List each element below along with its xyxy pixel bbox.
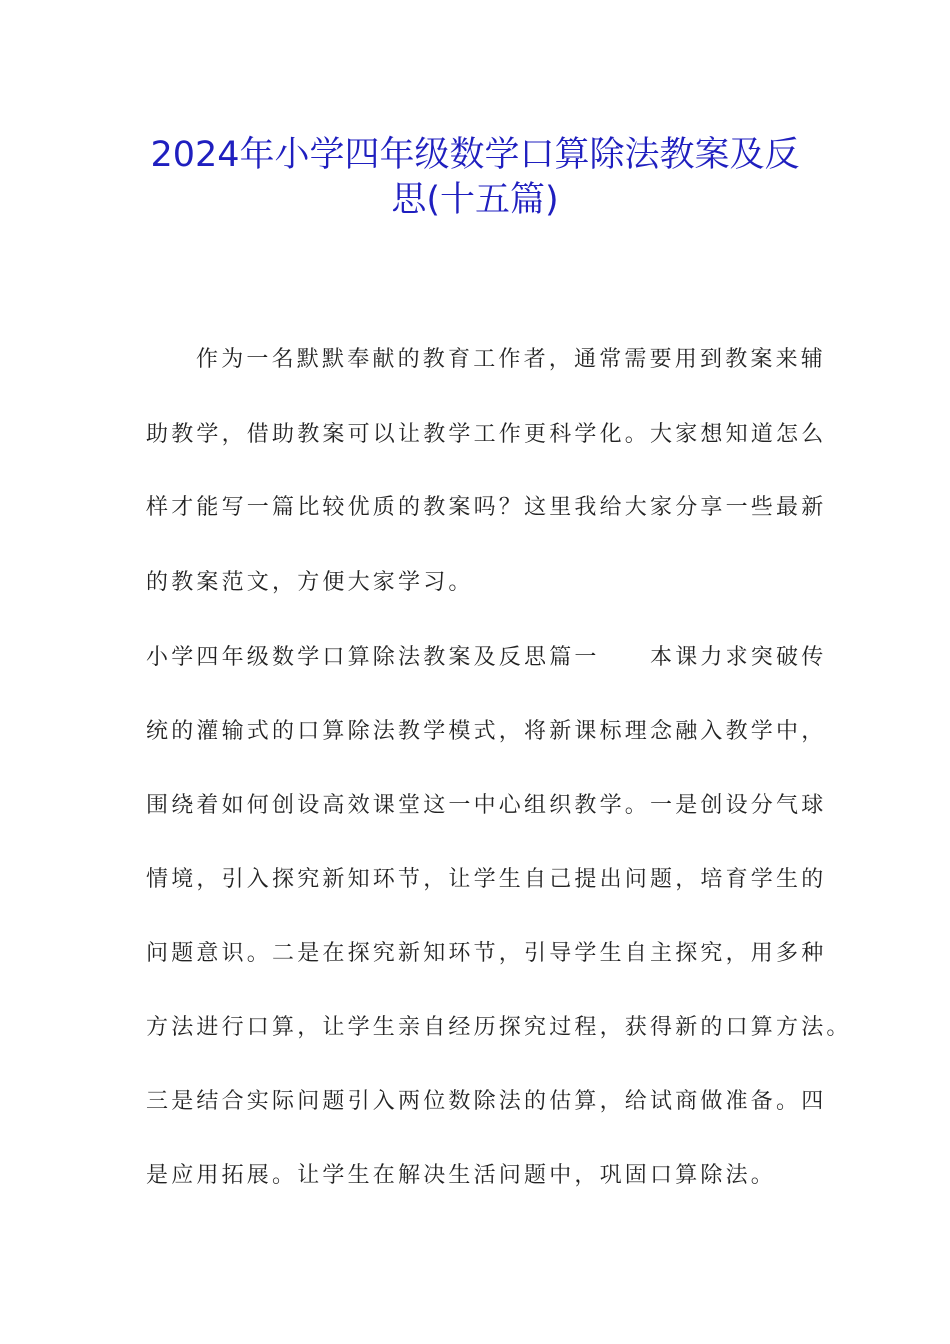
paragraph-line: 样才能写一篇比较优质的教案吗？这里我给大家分享一些最新 (146, 495, 827, 520)
document-title-line-2: 思(十五篇) (391, 180, 559, 220)
paragraph-line: 是应用拓展。让学生在解决生活问题中，巩固口算除法。 (146, 1163, 777, 1188)
paragraph-line: 围绕着如何创设高效课堂这一中心组织教学。一是创设分气球 (146, 793, 827, 818)
document-title-line-1: 2024年小学四年级数学口算除法教案及反 (150, 135, 800, 175)
paragraph-line: 作为一名默默奉献的教育工作者，通常需要用到教案来辅 (196, 347, 827, 372)
paragraph-line: 三是结合实际问题引入两位数除法的估算，给试商做准备。四 (146, 1089, 827, 1114)
paragraph-line: 助教学，借助教案可以让教学工作更科学化。大家想知道怎么 (146, 422, 827, 447)
paragraph-line: 的教案范文，方便大家学习。 (146, 570, 474, 595)
paragraph-line: 问题意识。二是在探究新知环节，引导学生自主探究，用多种 (146, 941, 827, 966)
paragraph-line: 小学四年级数学口算除法教案及反思篇一 本课力求突破传 (146, 645, 827, 670)
paragraph-line: 方法进行口算，让学生亲自经历探究过程，获得新的口算方法。 (146, 1015, 852, 1040)
paragraph-line: 情境，引入探究新知环节，让学生自己提出问题，培育学生的 (146, 867, 827, 892)
paragraph-line: 统的灌输式的口算除法教学模式，将新课标理念融入教学中， (146, 719, 827, 744)
